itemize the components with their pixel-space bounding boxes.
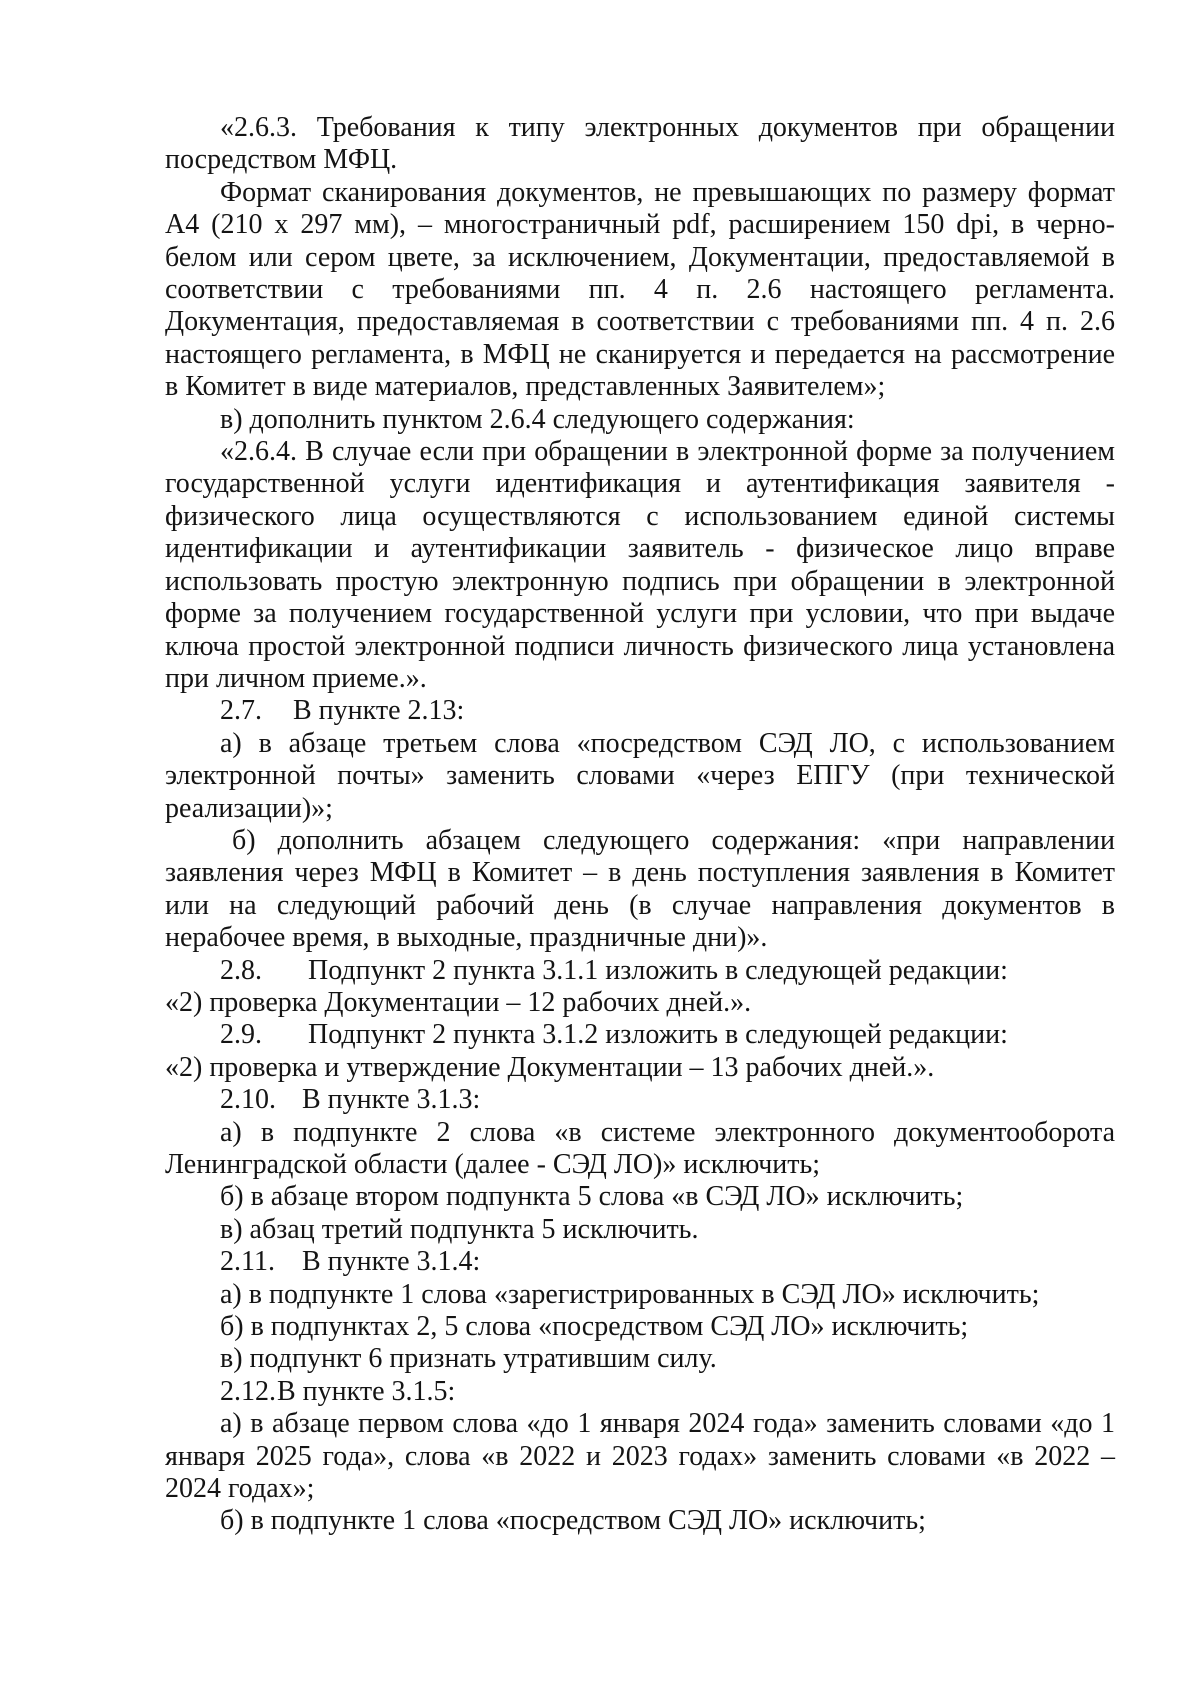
section-2-9: [165, 1019, 1115, 1051]
paragraph-2-12-b: б) в подпункте 1 слова «посредством СЭД ЛО» исключить;: [220, 1505, 926, 1537]
section-2-11: [165, 1246, 1115, 1278]
section-2-12: [165, 1376, 1115, 1408]
section-2-10: [165, 1084, 1115, 1116]
paragraph-2-6-4: «2.6.4. В случае если при обращении в электронной форме за получением государственной услуги идентификация и аутентификация заявителя - физического лица осуществляются с использованием единой системы идентификации и аутентификации заявитель - физическое лицо вправе использовать простую электронную подпись при обращении в электронной форме за получением государственной услуги при условии, что при выдаче ключа простой электронной подписи личность физического лица установлена при личном приеме.».: [165, 436, 1115, 694]
paragraph-2-9-text: «2) проверка и утверждение Документации – 13 рабочих дней.».: [165, 1051, 935, 1083]
section-text: Подпункт 2 пункта 3.1.1 изложить в следующей редакции:: [308, 954, 1008, 986]
section-text: В пункте 3.1.3:: [302, 1084, 481, 1116]
paragraph-2-11-a: а) в подпункте 1 слова «зарегистрированных в СЭД ЛО» исключить;: [220, 1278, 1040, 1310]
section-number: 2.8.: [220, 954, 262, 986]
paragraph-scan-format: Формат сканирования документов, не превышающих по размеру формат А4 (210 х 297 мм), – многостраничный pdf, расширением 150 dpi, в черно-белом или сером цвете, за исключением, Документации, предоставляемой в соответствии с требованиями пп. 4 п. 2.6 настоящего регламента. Документация, предоставляемая в соответствии с требованиями пп. 4 п. 2.6 настоящего регламента, в МФЦ не сканируется и передается на рассмотрение в Комитет в виде материалов, представленных Заявителем»;: [165, 176, 1115, 403]
section-text: В пункте 3.1.5:: [277, 1375, 456, 1407]
paragraph-2-10-a: а) в подпункте 2 слова «в системе электронного документооборота Ленинградской области (далее - СЭД ЛО)» исключить;: [165, 1116, 1115, 1180]
section-text: В пункте 2.13:: [293, 695, 465, 727]
paragraph-2-10-c: в) абзац третий подпункта 5 исключить.: [220, 1213, 699, 1245]
paragraph-2-11-c: в) подпункт 6 признать утратившим силу.: [220, 1343, 717, 1375]
paragraph-add-2-6-4: в) дополнить пунктом 2.6.4 следующего содержания:: [220, 403, 855, 435]
section-2-7: [165, 695, 1115, 727]
section-text: Подпункт 2 пункта 3.1.2 изложить в следующей редакции:: [308, 1019, 1008, 1051]
paragraph-2-7-a: а) в абзаце третьем слова «посредством СЭД ЛО, с использованием электронной почты» заменить словами «через ЕПГУ (при технической реализации)»;: [165, 727, 1115, 824]
section-number: 2.10.: [220, 1084, 276, 1116]
paragraph-2-8-text: «2) проверка Документации – 12 рабочих дней.».: [165, 986, 752, 1018]
paragraph-2-10-b: б) в абзаце втором подпункта 5 слова «в СЭД ЛО» исключить;: [220, 1181, 964, 1213]
paragraph-2-6-3-heading: «2.6.3. Требования к типу электронных документов при обращении посредством МФЦ.: [165, 112, 1115, 176]
section-2-8: [165, 955, 1115, 987]
section-number: 2.9.: [220, 1019, 262, 1051]
section-text: В пункте 3.1.4:: [302, 1246, 481, 1278]
paragraph-2-11-b: б) в подпунктах 2, 5 слова «посредством СЭД ЛО» исключить;: [220, 1311, 969, 1343]
section-number: 2.11.: [220, 1246, 275, 1278]
paragraph-2-12-a: а) в абзаце первом слова «до 1 января 2024 года» заменить словами «до 1 января 2025 года», слова «в 2022 и 2023 годах» заменить словами «в 2022 – 2024 годах»;: [165, 1408, 1115, 1505]
paragraph-2-7-b: б) дополнить абзацем следующего содержания: «при направлении заявления через МФЦ в Комитет – в день поступления заявления в Комитет или на следующий рабочий день (в случае направления документов в нерабочее время, в выходные, праздничные дни)».: [165, 824, 1115, 954]
section-number: 2.7.: [220, 695, 262, 727]
section-number: 2.12.: [220, 1375, 276, 1407]
document-body: [165, 112, 1115, 1538]
